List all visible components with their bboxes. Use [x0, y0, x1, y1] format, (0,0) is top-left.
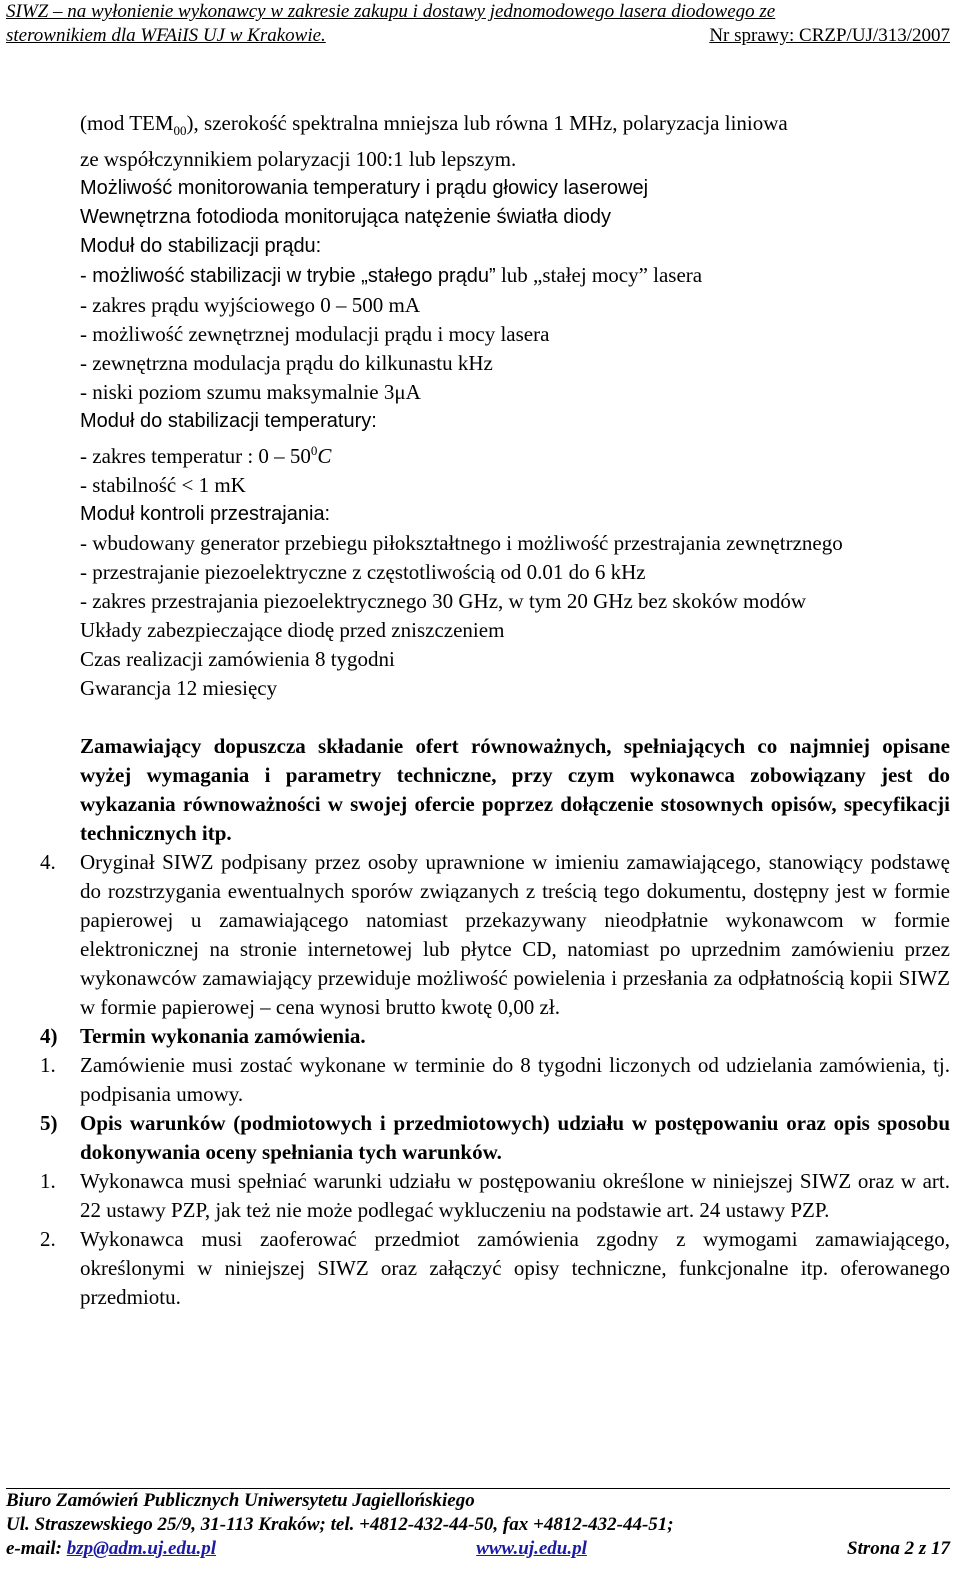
- item-number: 4.: [40, 850, 56, 874]
- page-footer: [6, 1488, 950, 1561]
- item-text: Wykonawca musi zaoferować przedmiot zamówienia zgodny z wymogami zamawiającego, określonymi w niniejszej SIWZ oraz załączyć opisy techniczne, funkcjonalne itp. oferowanego przedmiotu.: [80, 1227, 950, 1309]
- spec-line: - zakres temperatur : $0 - 50^0C$: [80, 443, 332, 468]
- email-link[interactable]: bzp@adm.uj.edu.pl: [66, 1538, 217, 1559]
- subscript: 00: [173, 123, 187, 138]
- list-item: [40, 1167, 950, 1225]
- spec-line: - wbudowany generator przebiegu piłokształtnego i możliwość przestrajania zewnętrznego: [80, 531, 843, 555]
- spec-line: - stabilność < 1 mK: [80, 473, 246, 497]
- list-item: [40, 1225, 950, 1312]
- header-title: SIWZ – na wyłonienie wykonawcy w zakresie zakupu i dostawy jednomodowego lasera diodowego ze: [6, 1, 776, 22]
- spec-line: - zakres przestrajania piezoelektrycznego 30 GHz, w tym 20 GHz bez skoków modów: [80, 589, 806, 613]
- page-header: [6, 0, 950, 48]
- section-number: 4): [40, 1024, 58, 1048]
- spec-line: - możliwość stabilizacji w trybie „stałego prądu” lub „stałej mocy” lasera: [80, 263, 703, 287]
- spec-line: (mod $TEM_{00}$), szerokość spektralna mniejsza lub równa 1 MHz, polaryzacja liniowa: [80, 111, 788, 138]
- item-number: 1.: [40, 1169, 56, 1193]
- case-number: Nr sprawy: CRZP/UJ/313/2007: [709, 25, 950, 46]
- section-heading: [40, 1022, 950, 1051]
- spec-line: Gwarancja 12 miesięcy: [80, 676, 278, 700]
- website-link[interactable]: www.uj.edu.pl: [476, 1538, 587, 1559]
- item-number: 1.: [40, 1053, 56, 1077]
- spec-line: - niski poziom szumu maksymalnie 3μA: [80, 380, 421, 404]
- spec-line: Moduł do stabilizacji temperatury:: [80, 410, 377, 432]
- spec-line: Wewnętrzna fotodioda monitorująca natężenie światła diody: [80, 206, 612, 228]
- item-number: 2.: [40, 1227, 56, 1251]
- section-title: Termin wykonania zamówienia.: [80, 1024, 366, 1048]
- spec-line: - zakres prądu wyjściowego 0 – 500 mA: [80, 293, 420, 317]
- spec-line: Układy zabezpieczające diodę przed zniszczeniem: [80, 618, 505, 642]
- section-heading: [40, 1109, 950, 1167]
- spec-line: - przestrajanie piezoelektryczne z częstotliwością od 0.01 do 6 kHz: [80, 560, 646, 584]
- spec-line: ze współczynnikiem polaryzacji 100:1 lub lepszym.: [80, 147, 517, 171]
- superscript: 0: [310, 443, 318, 458]
- spec-list: [80, 109, 950, 703]
- spec-line: - możliwość zewnętrznej modulacji prądu i mocy lasera: [80, 322, 550, 346]
- item-text: Wykonawca musi spełniać warunki udziału w postępowaniu określone w niniejszej SIWZ oraz w art. 22 ustawy PZP, jak też nie może podlegać wykluczeniu na podstawie art. 24 ustawy PZP.: [80, 1169, 950, 1222]
- item-text: Zamówienie musi zostać wykonane w terminie do 8 tygodni liczonych od udzielania zamówienia, tj. podpisania umowy.: [80, 1053, 950, 1106]
- spec-line: Moduł do stabilizacji prądu:: [80, 235, 322, 257]
- list-item: [40, 848, 950, 1022]
- footer-org: Biuro Zamówień Publicznych Uniwersytetu Jagiellońskiego: [6, 1490, 475, 1511]
- section-title: Opis warunków (podmiotowych i przedmiotowych) udziału w postępowaniu oraz opis sposobu dokonywania oceny spełniania tych warunków.: [80, 1111, 950, 1164]
- spec-line: Moduł kontroli przestrajania:: [80, 503, 331, 525]
- item-text: Oryginał SIWZ podpisany przez osoby uprawnione w imieniu zamawiającego, stanowiący podstawę do rozstrzygania ewentualnych sporów związanych z treścią tego dokumentu, dostępny jest w formie papierowej u zamawiającego natomiast przekazywany nieodpłatnie wykonawcom w formie elektronicznej na stronie internetowej lub płytce CD, natomiast po uprzednim zamówieniu przez wykonawców zamawiający przewiduje możliwość powielenia i przesłania za odpłatnością kopii SIWZ w formie papierowej – cena wynosi brutto kwotę 0,00 zł.: [80, 850, 950, 1019]
- page-number: Strona 2 z 17: [847, 1538, 950, 1559]
- header-title-cont: sterownikiem dla WFAiIS UJ w Krakowie.: [6, 25, 326, 46]
- spec-line: Możliwość monitorowania temperatury i prądu głowicy laserowej: [80, 177, 649, 199]
- spec-line: Czas realizacji zamówienia 8 tygodni: [80, 647, 395, 671]
- document-body: [40, 109, 950, 1312]
- footer-address: Ul. Straszewskiego 25/9, 31-113 Kraków; tel. +4812-432-44-50, fax +4812-432-44-51;: [6, 1514, 674, 1535]
- spec-line: - zewnętrzna modulacja prądu do kilkunastu kHz: [80, 351, 493, 375]
- section-number: 5): [40, 1111, 58, 1135]
- footer-email: e-mail: bzp@adm.uj.edu.pl: [6, 1538, 217, 1559]
- equivalence-notice: Zamawiający dopuszcza składanie ofert równoważnych, spełniających co najmniej opisane wyżej wymagania i parametry techniczne, przy czym wykonawca zobowiązany jest do wykazania równoważności w swojej ofercie poprzez dołączenie stosownych opisów, specyfikacji technicznych itp.: [80, 734, 950, 845]
- list-item: [40, 1051, 950, 1109]
